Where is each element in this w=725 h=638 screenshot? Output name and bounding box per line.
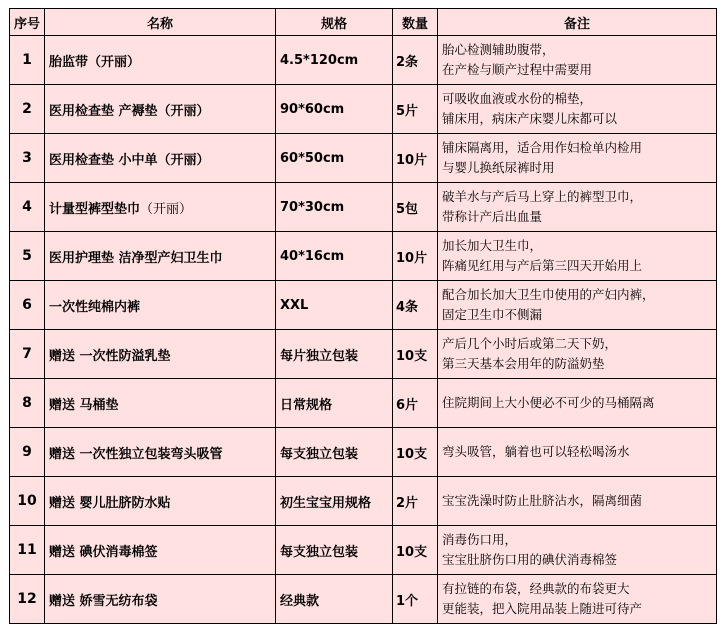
cell-note <box>438 526 717 575</box>
cell-no: 7 <box>10 330 45 379</box>
cell-name <box>45 232 276 281</box>
cell-note <box>438 575 717 624</box>
cell-spec: 70*30cm <box>276 183 393 232</box>
cell-spec: 40*16cm <box>276 232 393 281</box>
note-line: 固定卫生巾不侧漏 <box>442 307 543 322</box>
cell-note <box>438 379 717 428</box>
product-table <box>9 8 717 624</box>
name-text: 赠送 一次性防溢乳垫 <box>49 348 171 364</box>
name-suffix-text: （开丽） <box>140 201 193 217</box>
note-line: 带称计产后出血量 <box>442 209 543 224</box>
cell-qty: 10片 <box>393 232 438 281</box>
cell-spec: 日常规格 <box>276 379 393 428</box>
note-line: 胎心检测辅助腹带， <box>442 42 555 57</box>
cell-qty: 5片 <box>393 85 438 134</box>
cell-name <box>45 134 276 183</box>
cell-qty: 10支 <box>393 428 438 477</box>
cell-no: 4 <box>10 183 45 232</box>
cell-name <box>45 526 276 575</box>
cell-no: 2 <box>10 85 45 134</box>
cell-qty: 10支 <box>393 330 438 379</box>
cell-no: 11 <box>10 526 45 575</box>
cell-qty: 2条 <box>393 36 438 85</box>
table-row <box>10 428 717 477</box>
cell-spec: 90*60cm <box>276 85 393 134</box>
cell-note <box>438 85 717 134</box>
name-text: 赠送 一次性独立包装弯头吸管 <box>49 446 223 462</box>
cell-name <box>45 428 276 477</box>
cell-spec: 4.5*120cm <box>276 36 393 85</box>
note-line: 消毒伤口用， <box>442 532 518 547</box>
header-note: 备注 <box>438 9 717 36</box>
table-header-row <box>10 9 717 36</box>
cell-note <box>438 134 717 183</box>
cell-qty: 10片 <box>393 134 438 183</box>
cell-qty: 5包 <box>393 183 438 232</box>
cell-name <box>45 36 276 85</box>
name-text: 医用检查垫 产褥垫（开丽） <box>49 103 210 119</box>
cell-note <box>438 183 717 232</box>
cell-spec: XXL <box>276 281 393 330</box>
cell-spec: 60*50cm <box>276 134 393 183</box>
header-no: 序号 <box>10 9 45 36</box>
note-line: 宝宝洗澡时防止肚脐沾水，隔离细菌 <box>442 493 643 508</box>
cell-no: 12 <box>10 575 45 624</box>
cell-qty: 2片 <box>393 477 438 526</box>
table-row <box>10 183 717 232</box>
name-text: 医用检查垫 小中单（开丽） <box>49 152 210 168</box>
header-name: 名称 <box>45 9 276 36</box>
cell-note <box>438 330 717 379</box>
name-text: 赠送 马桶垫 <box>49 397 119 413</box>
cell-qty: 10支 <box>393 526 438 575</box>
table-row <box>10 232 717 281</box>
cell-qty: 6片 <box>393 379 438 428</box>
note-line: 破羊水与产后马上穿上的裤型卫巾， <box>442 189 643 204</box>
note-line: 有拉链的布袋，经典款的布袋更大 <box>442 581 630 596</box>
note-line: 铺床隔离用，适合用作妇检单内检用 <box>442 140 643 155</box>
note-line: 阵痛见红用与产后第三四天开始用上 <box>442 258 643 273</box>
name-text: 胎监带（开丽） <box>49 54 141 70</box>
header-spec: 规格 <box>276 9 393 36</box>
cell-name <box>45 477 276 526</box>
cell-note <box>438 36 717 85</box>
cell-note <box>438 477 717 526</box>
name-text: 计量型裤型垫巾 <box>49 201 141 217</box>
cell-no: 8 <box>10 379 45 428</box>
cell-qty: 1个 <box>393 575 438 624</box>
name-text: 赠送 婴儿肚脐防水贴 <box>49 495 171 511</box>
note-line: 配合加长加大卫生巾使用的产妇内裤， <box>442 287 655 302</box>
note-line: 与婴儿换纸尿裤时用 <box>442 160 555 175</box>
cell-no: 3 <box>10 134 45 183</box>
note-line: 在产检与顺产过程中需要用 <box>442 62 593 77</box>
cell-spec: 初生宝宝用规格 <box>276 477 393 526</box>
note-line: 可吸收血液或水份的棉垫， <box>442 91 593 106</box>
note-line: 第三天基本会用年的防溢奶垫 <box>442 356 605 371</box>
table-row <box>10 477 717 526</box>
table-row <box>10 36 717 85</box>
note-line: 弯头吸管，躺着也可以轻松喝汤水 <box>442 444 630 459</box>
cell-note <box>438 232 717 281</box>
note-line: 铺床用，病床产床婴儿床都可以 <box>442 111 618 126</box>
table-row <box>10 134 717 183</box>
table-row <box>10 85 717 134</box>
cell-name <box>45 330 276 379</box>
cell-spec: 每片独立包装 <box>276 330 393 379</box>
note-line: 住院期间上大小便必不可少的马桶隔离 <box>442 395 655 410</box>
cell-note <box>438 281 717 330</box>
cell-note <box>438 428 717 477</box>
name-text: 赠送 碘伏消毒棉签 <box>49 544 158 560</box>
cell-name <box>45 85 276 134</box>
table-row <box>10 379 717 428</box>
note-line: 产后几个小时后或第二天下奶， <box>442 336 618 351</box>
table-row <box>10 330 717 379</box>
name-text: 赠送 娇雪无纺布袋 <box>49 593 158 609</box>
note-line: 加长加大卫生巾， <box>442 238 543 253</box>
cell-qty: 4条 <box>393 281 438 330</box>
cell-no: 6 <box>10 281 45 330</box>
cell-name <box>45 575 276 624</box>
cell-no: 5 <box>10 232 45 281</box>
note-line: 宝宝肚脐伤口用的碘伏消毒棉签 <box>442 552 618 567</box>
name-text: 医用护理垫 洁净型产妇卫生巾 <box>49 250 223 266</box>
note-line: 更能装，把入院用品装上随进可待产 <box>442 601 643 616</box>
cell-spec: 每支独立包装 <box>276 428 393 477</box>
cell-no: 10 <box>10 477 45 526</box>
cell-name <box>45 183 276 232</box>
cell-spec: 经典款 <box>276 575 393 624</box>
table-row <box>10 526 717 575</box>
name-text: 一次性纯棉内裤 <box>49 299 141 315</box>
cell-name <box>45 379 276 428</box>
cell-no: 1 <box>10 36 45 85</box>
table-row <box>10 281 717 330</box>
cell-name <box>45 281 276 330</box>
cell-spec: 每支独立包装 <box>276 526 393 575</box>
table-row <box>10 575 717 624</box>
header-qty: 数量 <box>393 9 438 36</box>
table-body <box>10 36 717 624</box>
cell-no: 9 <box>10 428 45 477</box>
